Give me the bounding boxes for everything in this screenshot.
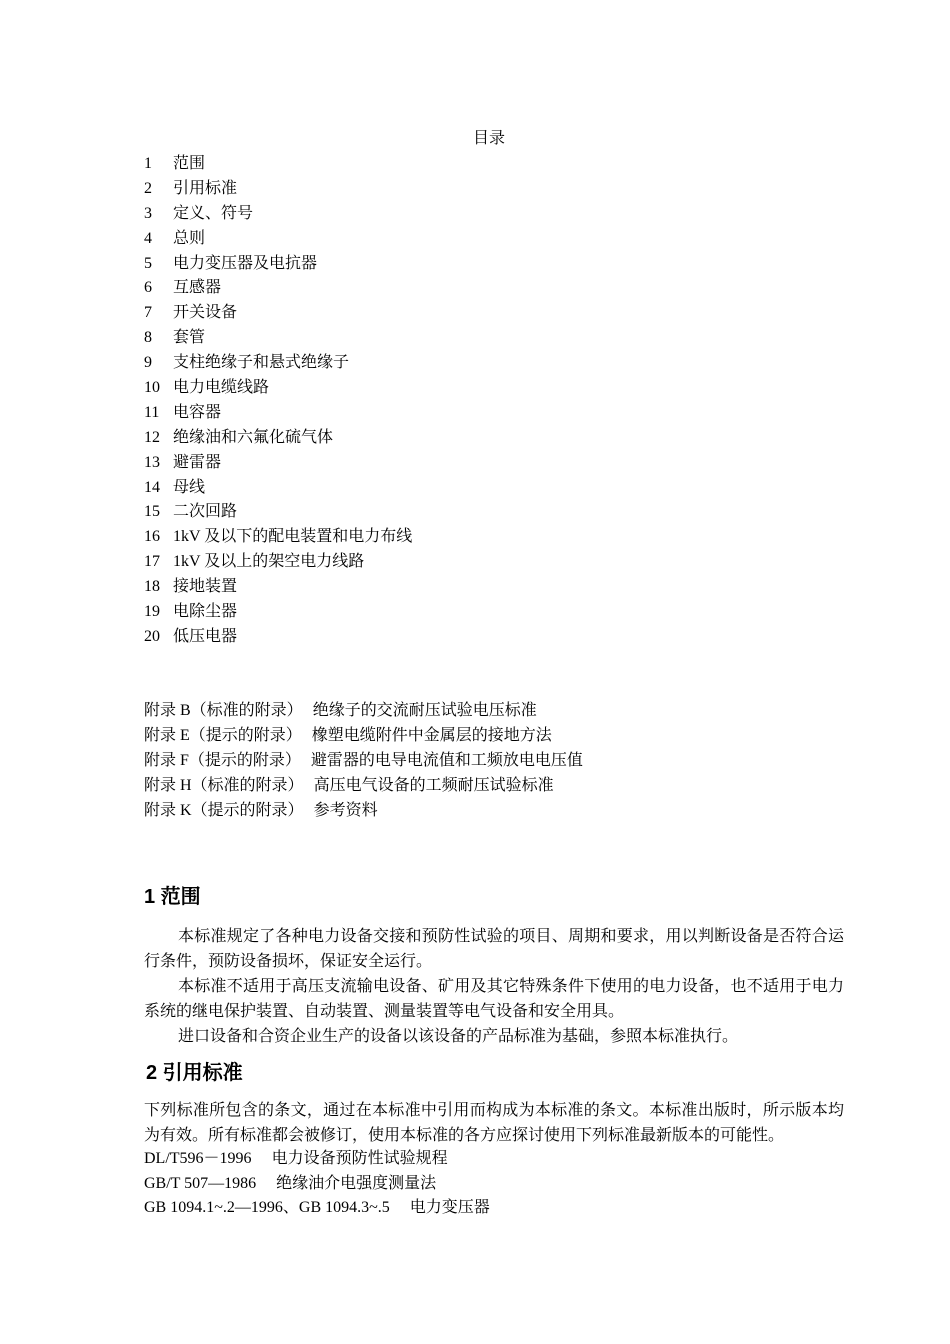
toc-number: 16 [144, 528, 160, 546]
toc-item [144, 253, 412, 278]
appendix-item [144, 750, 583, 775]
paragraph: 下列标准所包含的条文，通过在本标准中引用而构成为本标准的条文。本标准出版时，所示版本均为有效。所有标准都会被修订，使用本标准的各方应探讨使用下列标准最新版本的可能性。 [144, 1102, 844, 1144]
section-1-heading: 1 范围 [144, 886, 201, 908]
section-2-heading: 2 引用标准 [146, 1062, 243, 1084]
toc-item [144, 228, 412, 253]
reference-code: GB 1094.1~.2—1996、GB 1094.3~.5 [144, 1199, 390, 1216]
toc-item [144, 501, 412, 526]
toc-item [144, 178, 412, 203]
toc-item [144, 477, 412, 502]
appendix-desc: 绝缘子的交流耐压试验电压标准 [312, 702, 537, 719]
appendix-list [144, 700, 583, 825]
toc-number: 12 [144, 428, 160, 446]
toc-number: 9 [144, 354, 152, 372]
toc-label: 接地装置 [173, 578, 238, 596]
toc-label: 电容器 [173, 403, 222, 421]
toc-number: 20 [144, 627, 160, 645]
reference-title: 电力变压器 [409, 1199, 490, 1216]
appendix-item [144, 800, 583, 825]
toc-number: 14 [144, 478, 160, 496]
toc-item [144, 153, 412, 178]
toc-number: 6 [144, 279, 152, 297]
toc-label: 支柱绝缘子和悬式绝缘子 [173, 354, 350, 372]
toc-item [144, 327, 412, 352]
toc-label: 定义、符号 [173, 204, 254, 222]
toc-label: 套管 [173, 329, 206, 347]
toc-number: 3 [144, 204, 152, 222]
appendix-label: 附录 H（标准的附录） [144, 777, 304, 794]
reference-code: DL/T596－1996 [144, 1150, 252, 1167]
toc-number: 2 [144, 179, 152, 197]
toc-number: 10 [144, 379, 160, 397]
toc-number: 1 [144, 155, 152, 172]
toc-number: 17 [144, 553, 160, 571]
toc-number: 11 [144, 403, 160, 421]
toc-item [144, 302, 412, 327]
toc-label: 低压电器 [173, 627, 238, 645]
reference-title: 绝缘油介电强度测量法 [276, 1174, 437, 1192]
toc-number: 8 [144, 329, 152, 347]
paragraph: 进口设备和合资企业生产的设备以该设备的产品标准为基础，参照本标准执行。 [178, 1028, 739, 1045]
reference-item [144, 1196, 490, 1221]
toc-title: 目录 [472, 130, 505, 147]
toc-label: 互感器 [173, 279, 222, 297]
toc-item [144, 601, 412, 626]
toc-label: 二次回路 [173, 503, 238, 521]
toc-number: 15 [144, 503, 160, 521]
appendix-item [144, 700, 583, 725]
toc-number: 19 [144, 603, 160, 621]
reference-item [144, 1147, 490, 1172]
toc-item [144, 626, 412, 651]
appendix-desc: 避雷器的电导电流值和工频放电电压值 [310, 752, 583, 769]
toc-item [144, 377, 412, 402]
reference-item [144, 1172, 490, 1197]
toc-number: 4 [144, 229, 152, 247]
reference-code: GB/T 507—1986 [144, 1174, 257, 1192]
toc-item [144, 551, 412, 576]
toc-label: 电除尘器 [173, 603, 238, 621]
toc-label: 电力变压器及电抗器 [173, 254, 318, 272]
appendix-label: 附录 F（提示的附录） [144, 752, 301, 769]
paragraph: 本标准规定了各种电力设备交接和预防性试验的项目、周期和要求，用以判断设备是否符合运行条件，预防设备损坏，保证安全运行。 [144, 928, 844, 970]
toc-label: 母线 [173, 478, 206, 496]
toc-label: 总则 [173, 229, 206, 247]
appendix-label: 附录 E（提示的附录） [144, 727, 302, 744]
toc-item [144, 352, 412, 377]
toc-label: 1kV 及以下的配电装置和电力布线 [173, 528, 413, 546]
toc-number: 18 [144, 578, 160, 596]
toc-item [144, 203, 412, 228]
appendix-desc: 参考资料 [313, 802, 378, 819]
paragraph: 本标准不适用于高压支流输电设备、矿用及其它特殊条件下使用的电力设备，也不适用于电力系统的继电保护装置、自动装置、测量装置等电气设备和安全用具。 [144, 978, 844, 1020]
toc-label: 引用标准 [173, 179, 238, 197]
appendix-desc: 高压电气设备的工频耐压试验标准 [313, 777, 554, 794]
section-1-body [144, 924, 844, 1049]
toc-number: 7 [144, 304, 152, 322]
toc-item [144, 576, 412, 601]
appendix-label: 附录 K（提示的附录） [144, 802, 304, 819]
toc-item [144, 277, 412, 302]
toc-item [144, 452, 412, 477]
table-of-contents [144, 153, 412, 651]
reference-list [144, 1147, 490, 1221]
toc-number: 13 [144, 453, 160, 471]
toc-label: 避雷器 [173, 453, 222, 471]
toc-item [144, 402, 412, 427]
reference-title: 电力设备预防性试验规程 [271, 1150, 448, 1167]
toc-item [144, 427, 412, 452]
toc-number: 5 [144, 254, 152, 272]
toc-label: 电力电缆线路 [173, 379, 270, 397]
toc-label: 1kV 及以上的架空电力线路 [173, 553, 365, 571]
appendix-item [144, 725, 583, 750]
toc-item [144, 526, 412, 551]
appendix-item [144, 775, 583, 800]
toc-label: 范围 [173, 155, 206, 172]
toc-label: 绝缘油和六氟化硫气体 [173, 428, 334, 446]
appendix-desc: 橡塑电缆附件中金属层的接地方法 [311, 727, 552, 744]
toc-label: 开关设备 [173, 304, 238, 322]
appendix-label: 附录 B（标准的附录） [144, 702, 303, 719]
